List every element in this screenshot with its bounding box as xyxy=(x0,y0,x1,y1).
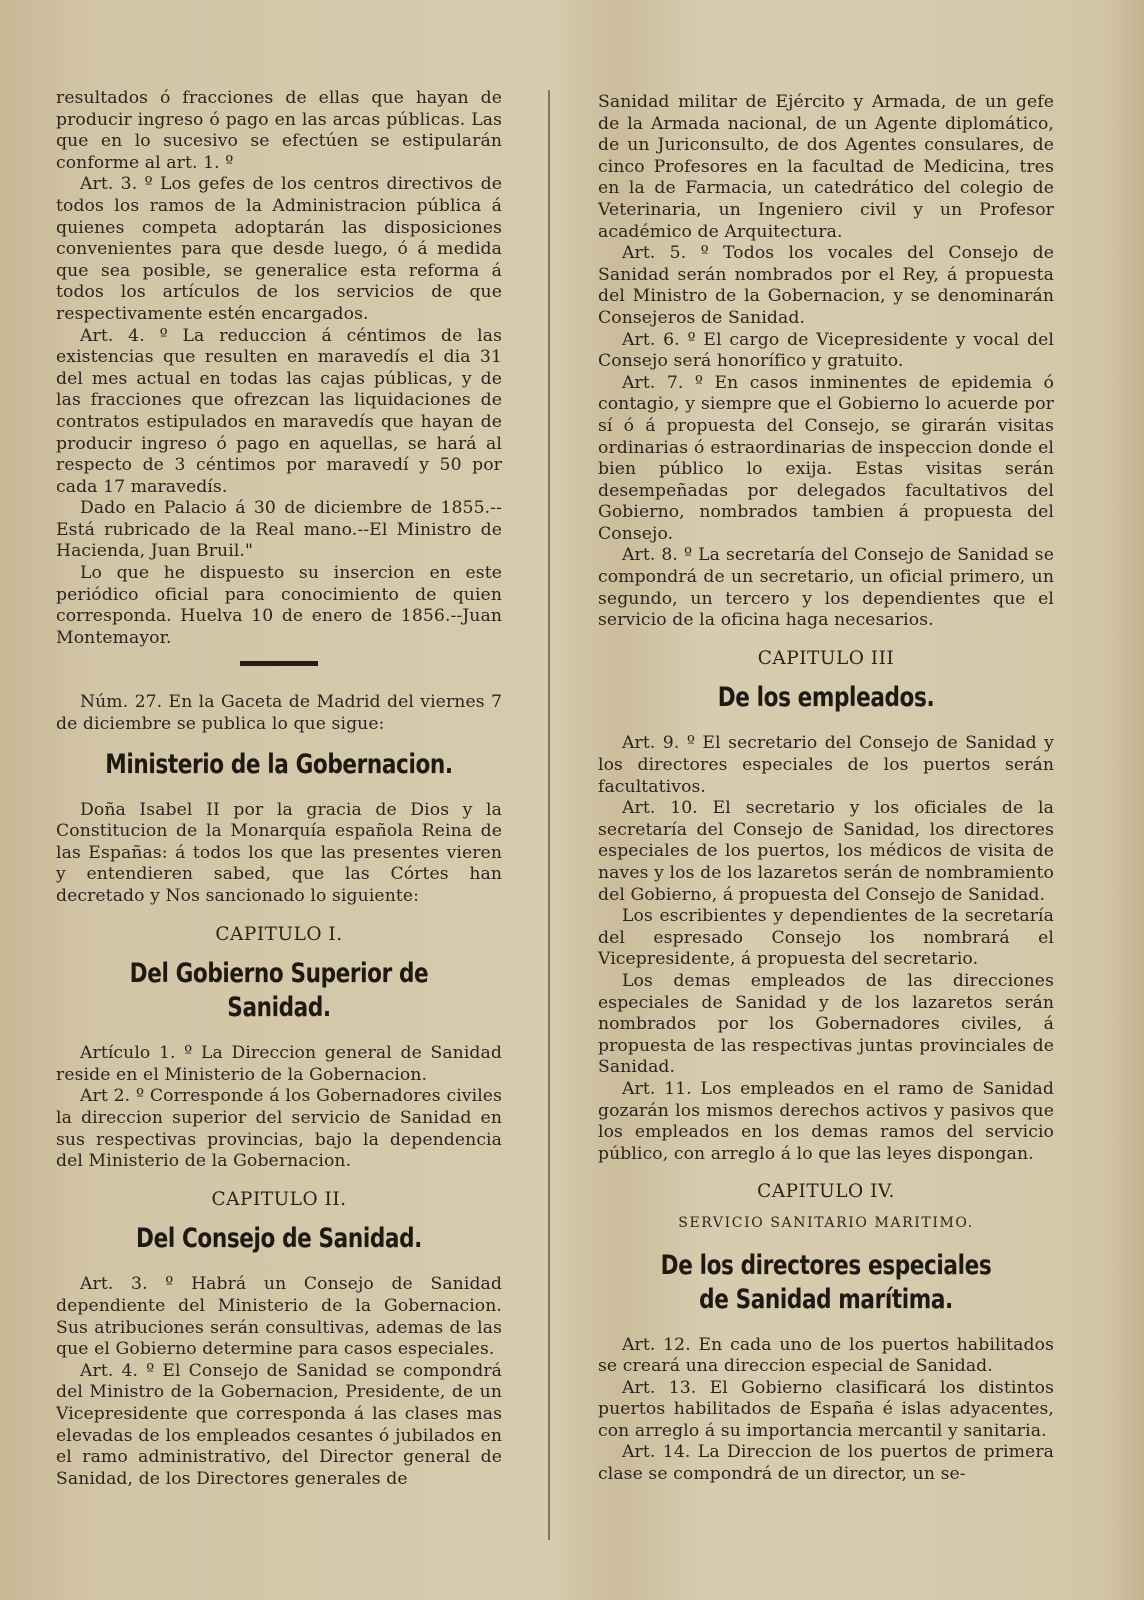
paragraph: Art. 4. º El Consejo de Sanidad se compondrá del Ministro de la Gobernacion, Presidente, de un Vicepresidente que corresponda á las clases mas elevadas de los empleados cesantes ó jubilados en el ramo administrativo, del Director general de Sanidad, de los Directores generales de xyxy=(56,1360,502,1489)
paragraph: Art. 10. El secretario y los oficiales de la secretaría del Consejo de Sanidad, los directores especiales de los puertos, los médicos de visita de naves y los de los lazaretos serán de nombramiento del Gobierno, á propuesta del Consejo de Sanidad. xyxy=(598,798,1054,905)
paragraph: Art. 8. º La secretaría del Consejo de Sanidad se compondrá de un secretario, un oficial primero, un segundo, un tercero y los dependientes que el servicio de la oficina haga necesarios. xyxy=(598,545,1054,631)
chapter-title: CAPITULO I. xyxy=(215,923,343,945)
section-rule xyxy=(240,661,318,666)
paragraph: Art. 3. º Habrá un Consejo de Sanidad dependiente del Ministerio de la Gobernacion. Sus atribuciones serán consultivas, ademas de las que el Gobierno determine para casos especiales. xyxy=(56,1274,502,1360)
paragraph: resultados ó fracciones de ellas que hayan de producir ingreso ó pago en las arcas públicas. Las que en lo sucesivo se efectúen se estipularán conforme al art. 1. º xyxy=(56,88,502,173)
heading-directores: De los directores especiales de Sanidad marítima. xyxy=(660,1249,992,1315)
heading-empleados: De los empleados. xyxy=(717,682,935,714)
chapter-title: CAPITULO III xyxy=(757,647,895,669)
paragraph: Art. 7. º En casos inminentes de epidemia ó contagio, y siempre que el Gobierno lo acuerde por sí ó á propuesta del Consejo, se girarán visitas ordinarias ó estraordinarias de inspeccion donde el bien público lo exija. Estas visitas serán desempeñadas por delegados facultativos del Gobierno, nombrados tambien á propuesta del Consejo. xyxy=(598,372,1054,544)
paragraph: Sanidad militar de Ejército y Armada, de un gefe de la Armada nacional, de un Agente diplomático, de un Juriconsulto, de dos Agentes consulares, de cinco Profesores en la facultad de Medicina, tres en la de Farmacia, un catedrático del colegio de Veterinaria, un Ingeniero civil y un Profesor académico de Arquitectura. xyxy=(598,92,1054,242)
subheading: SERVICIO SANITARIO MARITIMO. xyxy=(678,1214,974,1231)
paragraph: Doña Isabel II por la gracia de Dios y la Constitucion de la Monarquía española Reina de las Españas: á todos los que las presentes vieren y entendieren sabed, que las Córtes han decretado y Nos sancionado lo siguiente: xyxy=(56,799,502,906)
paragraph: Art 2. º Corresponde á los Gobernadores civiles la direccion superior del servicio de Sanidad en sus respectivas provincias, bajo la dependencia del Ministerio de la Gobernacion. xyxy=(56,1086,502,1172)
paragraph: Art. 6. º El cargo de Vicepresidente y vocal del Consejo será honorífico y gratuito. xyxy=(598,329,1054,372)
heading-gobierno: Del Gobierno Superior de Sanidad. xyxy=(129,958,429,1024)
paragraph: Art. 14. La Direccion de los puertos de primera clase se compondrá de un director, un se- xyxy=(598,1442,1054,1485)
paragraph: Art. 12. En cada uno de los puertos habilitados se creará una direccion especial de Sanidad. xyxy=(598,1334,1054,1377)
paragraph: Art. 11. Los empleados en el ramo de Sanidad gozarán los mismos derechos activos y pasivos que los empleados en los demas ramos del servicio público, con arreglo á lo que las leyes dispongan. xyxy=(598,1078,1054,1164)
paragraph: Artículo 1. º La Direccion general de Sanidad reside en el Ministerio de la Gobernacion. xyxy=(56,1043,502,1085)
heading-consejo: Del Consejo de Sanidad. xyxy=(136,1223,422,1255)
column-divider xyxy=(548,90,550,1540)
left-column xyxy=(56,88,502,1490)
paragraph: Los escribientes y dependientes de la secretaría del espresado Consejo los nombrará el Vicepresidente, á propuesta del secretario. xyxy=(598,906,1054,970)
paragraph: Art. 9. º El secretario del Consejo de Sanidad y los directores especiales de los puertos serán facultativos. xyxy=(598,733,1054,797)
paragraph: Los demas empleados de las direcciones especiales de Sanidad y de los lazaretos serán nombrados por los Gobernadores civiles, á propuesta de las respectivas juntas provinciales de Sanidad. xyxy=(598,970,1054,1078)
chapter-title: CAPITULO IV. xyxy=(757,1181,895,1203)
paragraph: Dado en Palacio á 30 de diciembre de 1855.--Está rubricado de la Real mano.--El Ministro de Hacienda, Juan Bruil." xyxy=(56,498,502,562)
paragraph: Art. 4. º La reduccion á céntimos de las existencias que resulten en maravedís el dia 31 del mes actual en todas las cajas públicas, y de las fracciones que ofrezcan las liquidaciones de contratos estipulados en maravedís que hayan de producir ingreso ó pago en aquellas, se hará al respecto de 3 céntimos por maravedí y 50 por cada 17 maravedís. xyxy=(56,325,502,497)
right-column xyxy=(598,92,1054,1486)
heading-ministerio: Ministerio de la Gobernacion. xyxy=(105,748,453,780)
chapter-title: CAPITULO II. xyxy=(211,1188,347,1210)
paragraph: Art. 3. º Los gefes de los centros directivos de todos los ramos de la Administracion pública á quienes competa adoptarán las disposiciones convenientes para que desde luego, ó á medida que sea posible, se generalice esta reforma á todos los artículos de los servicios de que respectivamente estén encargados. xyxy=(56,174,502,324)
paragraph: Núm. 27. En la Gaceta de Madrid del viernes 7 de diciembre se publica lo que sigue: xyxy=(56,692,502,735)
paragraph: Art. 5. º Todos los vocales del Consejo de Sanidad serán nombrados por el Rey, á propuesta del Ministro de la Gobernacion, y se denominarán Consejeros de Sanidad. xyxy=(598,243,1054,328)
paragraph: Art. 13. El Gobierno clasificará los distintos puertos habilitados de España é islas adyacentes, con arreglo á su importancia mercantil y sanitaria. xyxy=(598,1377,1054,1441)
paragraph: Lo que he dispuesto su insercion en este periódico oficial para conocimiento de quien corresponda. Huelva 10 de enero de 1856.--Juan Montemayor. xyxy=(56,563,502,648)
